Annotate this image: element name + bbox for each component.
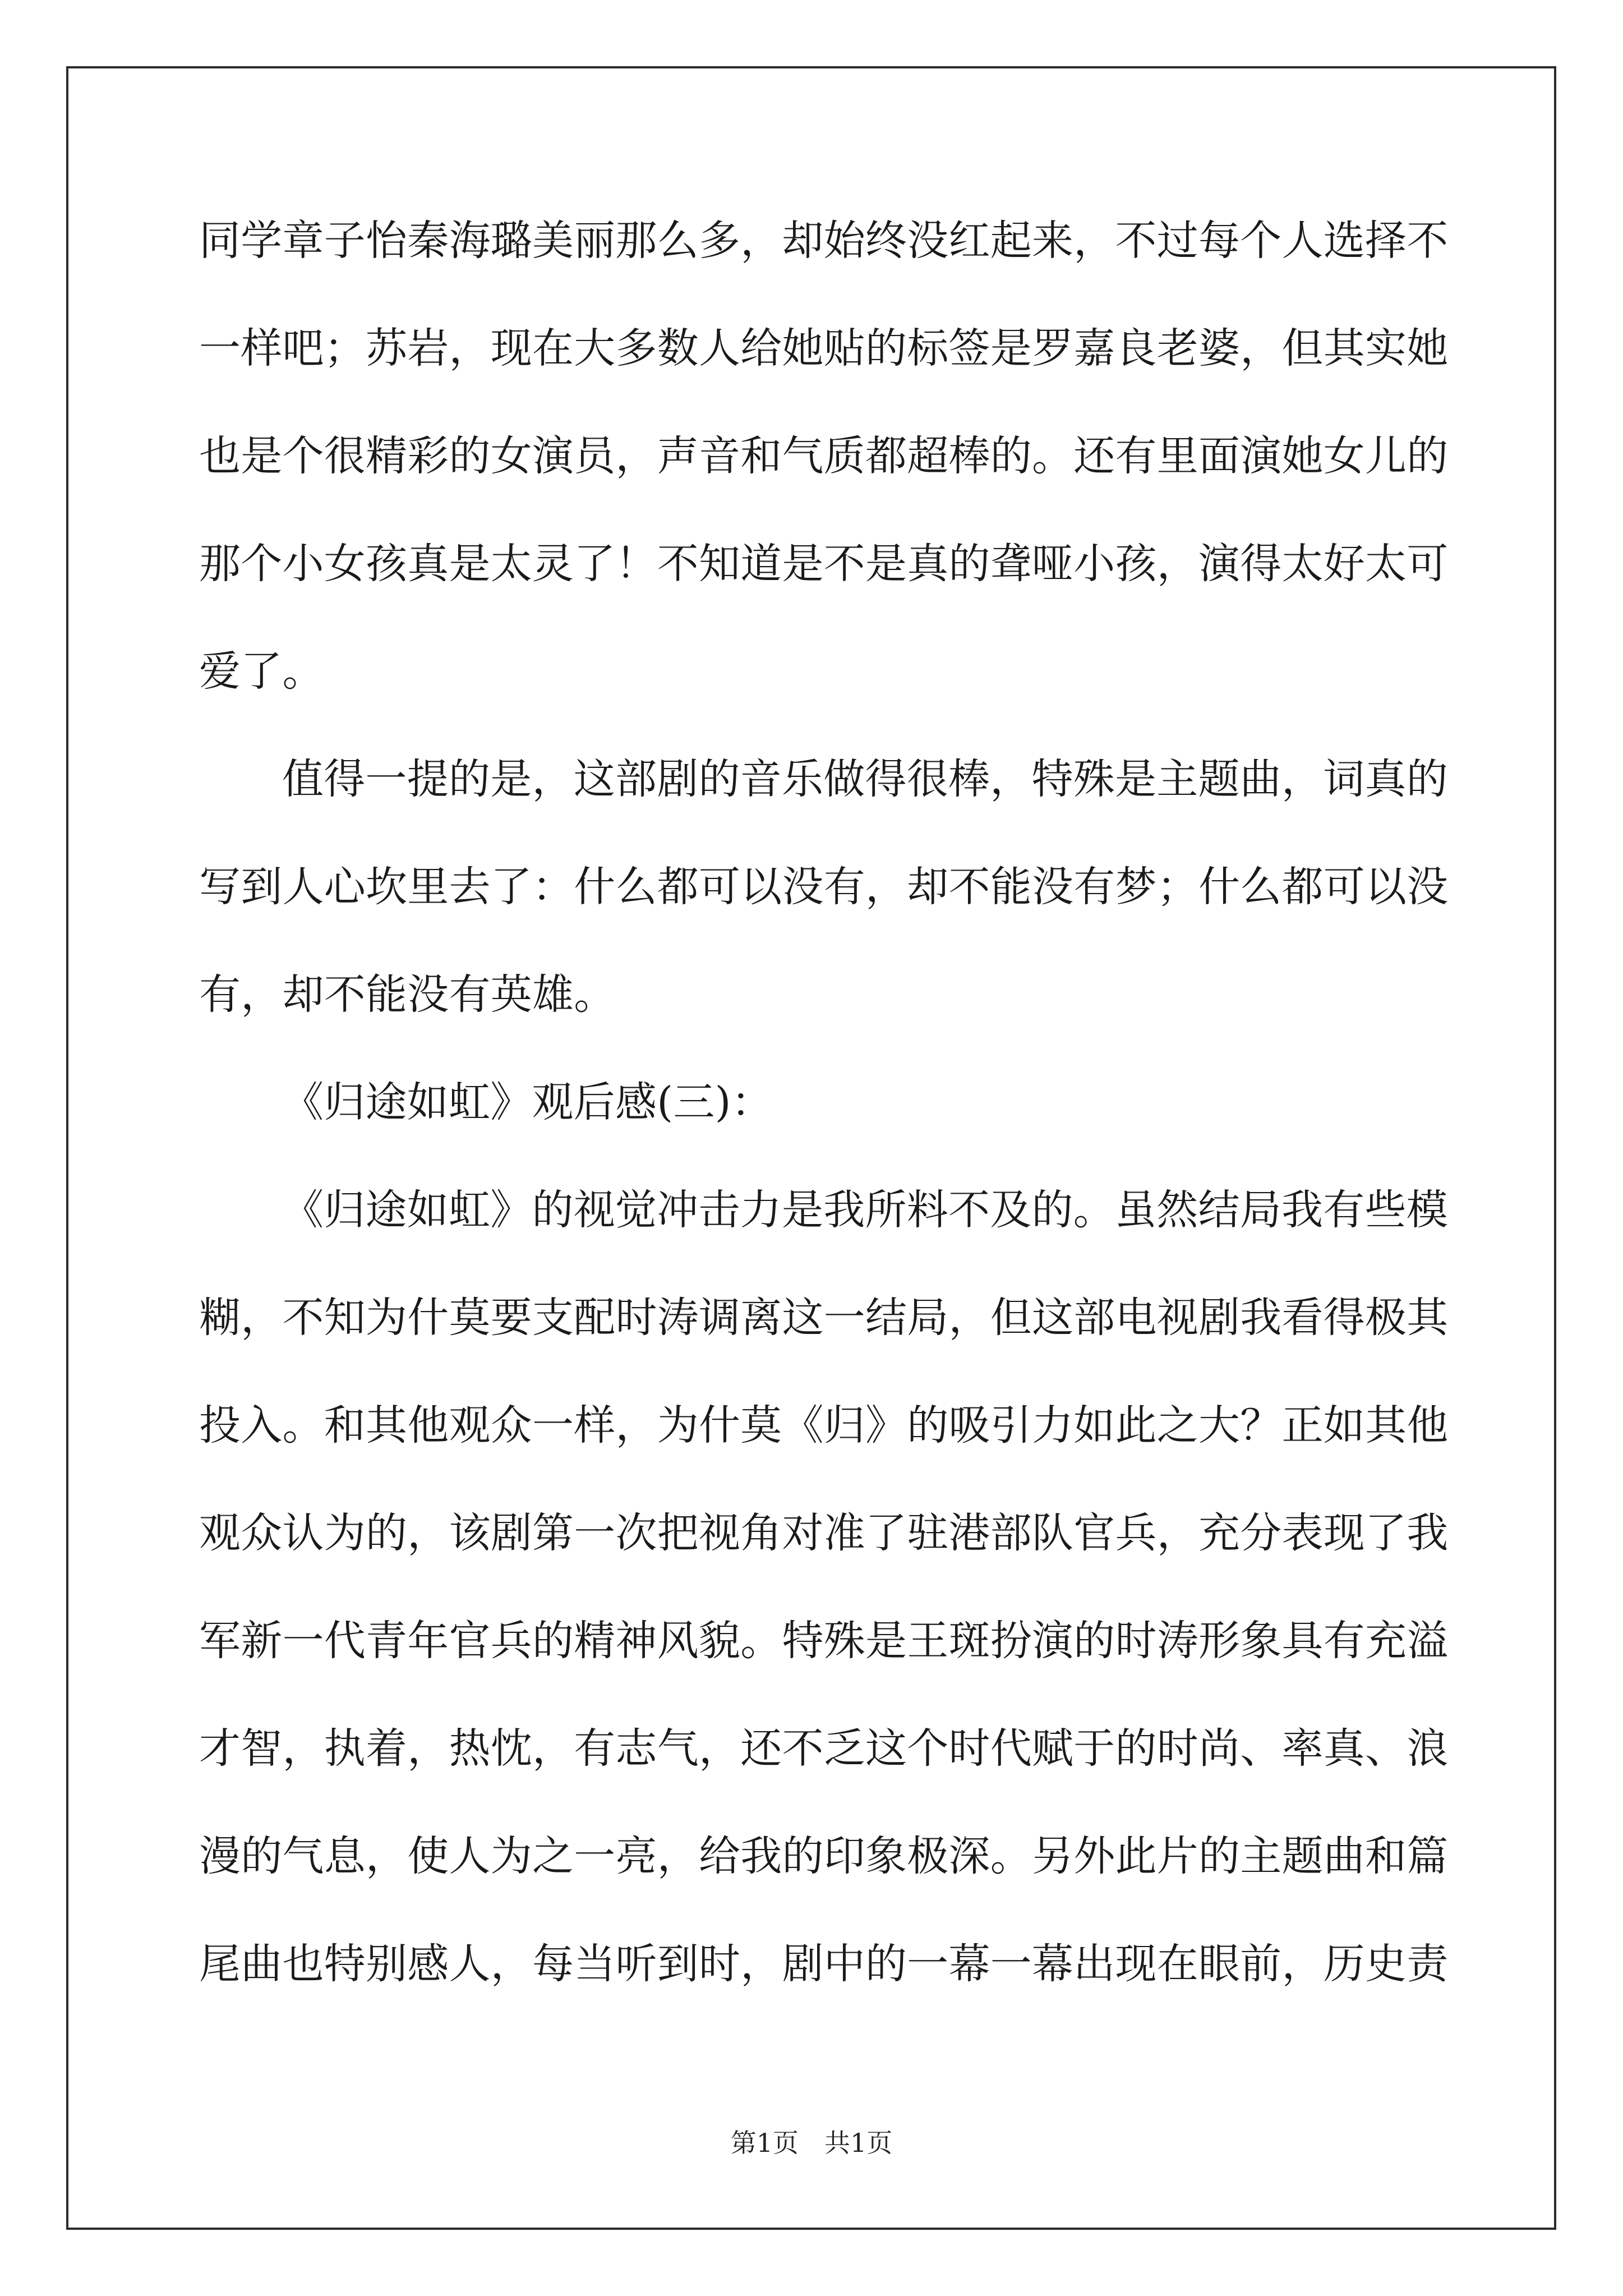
text-line: 同学章子怡秦海璐美丽那么多，却始终没红起来，不过每个人选择不 — [199, 217, 1449, 265]
page-number-footer: 第1页 共1页 — [730, 2128, 893, 2158]
text-line: 也是个很精彩的女演员，声音和气质都超棒的。还有里面演她女儿的 — [199, 432, 1449, 480]
text-line: 漫的气息，使人为之一亮，给我的印象极深。另外此片的主题曲和篇 — [199, 1832, 1449, 1880]
paragraph-start-line: 值得一提的是，这部剧的音乐做得很棒，特殊是主题曲，词真的 — [282, 755, 1448, 803]
text-line: 有，却不能没有英雄。 — [199, 970, 616, 1019]
text-line: 军新一代青年官兵的精神风貌。特殊是王斑扮演的时涛形象具有充溢 — [199, 1617, 1449, 1665]
text-line: 爱了。 — [199, 647, 324, 696]
text-line: 才智，执着，热忱，有志气，还不乏这个时代赋于的时尚、率真、浪 — [199, 1724, 1449, 1773]
text-line: 投入。和其他观众一样，为什莫《归》的吸引力如此之大？正如其他 — [199, 1401, 1449, 1450]
paragraph-start-line: 《归途如虹》的视觉冲击力是我所料不及的。虽然结局我有些模 — [282, 1186, 1448, 1234]
text-line: 尾曲也特别感人，每当听到时，剧中的一幕一幕出现在眼前，历史责 — [199, 1940, 1449, 1988]
document-body — [199, 214, 1449, 2045]
section-heading: 《归途如虹》观后感(三)： — [282, 1078, 773, 1126]
text-line: 写到人心坎里去了：什么都可以没有，却不能没有梦；什么都可以没 — [199, 863, 1449, 911]
text-line: 一样吧；苏岩，现在大多数人给她贴的标签是罗嘉良老婆，但其实她 — [199, 324, 1449, 372]
text-line: 观众认为的，该剧第一次把视角对准了驻港部队官兵，充分表现了我 — [199, 1509, 1449, 1557]
text-line: 那个小女孩真是太灵了！不知道是不是真的聋哑小孩，演得太好太可 — [199, 540, 1449, 588]
text-line: 糊，不知为什莫要支配时涛调离这一结局，但这部电视剧我看得极其 — [199, 1294, 1449, 1342]
